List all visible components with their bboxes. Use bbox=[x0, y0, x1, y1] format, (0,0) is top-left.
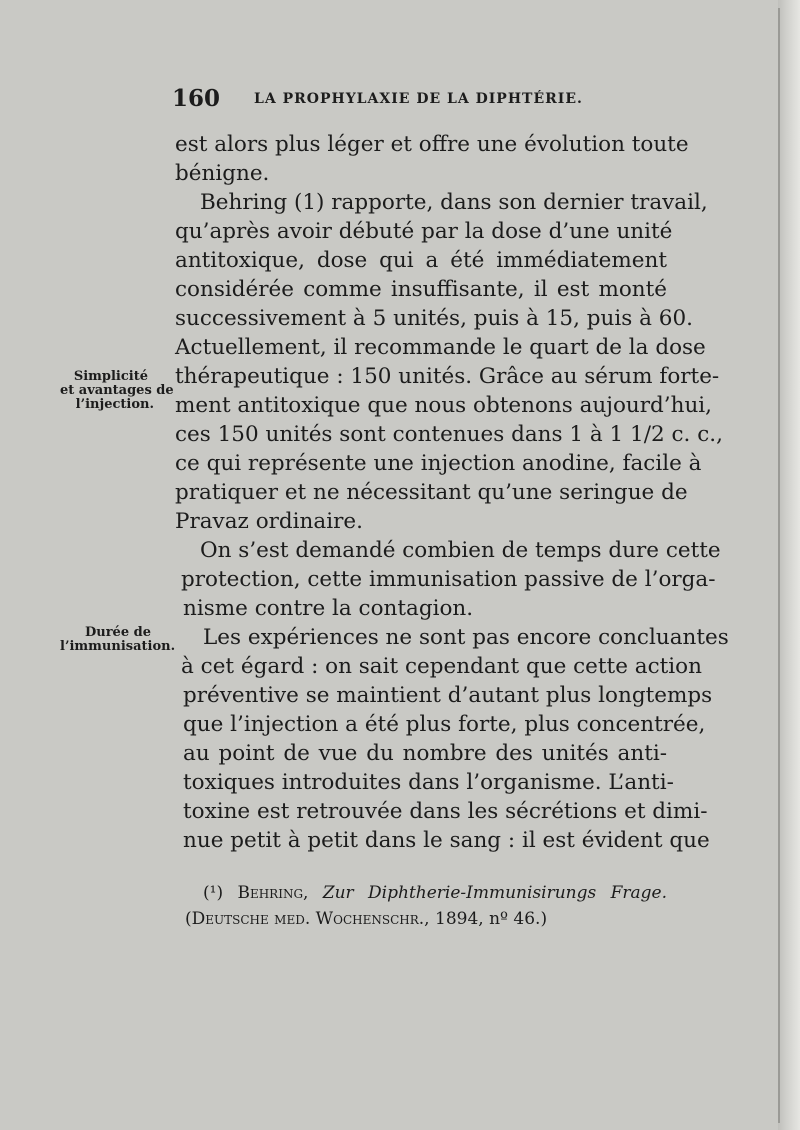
text-line: antitoxique, dose qui a été immédiatement bbox=[175, 248, 667, 273]
margin-note-line: Simplicité bbox=[73, 369, 148, 384]
text-line: toxiques introduites dans l’organisme. L’anti- bbox=[183, 770, 674, 795]
running-head bbox=[172, 84, 672, 114]
margin-note-line: et avantages de bbox=[60, 383, 174, 398]
footnote-author: Behring, bbox=[237, 883, 309, 903]
page-edge bbox=[778, 0, 800, 1130]
text-line: que l’injection a été plus forte, plus concentrée, bbox=[183, 712, 706, 737]
footnote-citation: 1894, nº 46.) bbox=[429, 909, 548, 929]
text-line: nisme contre la contagion. bbox=[183, 596, 474, 621]
margin-note-simplicite bbox=[60, 369, 174, 412]
footnote-line bbox=[203, 880, 667, 906]
footnote-journal: Deutsche med. Wochenschr., bbox=[191, 909, 430, 929]
footnote-marker: (¹) bbox=[203, 883, 224, 903]
page-fold-line bbox=[778, 8, 780, 1123]
text-line: ment antitoxique que nous obtenons aujourd’hui, bbox=[175, 393, 713, 418]
text-line: protection, cette immunisation passive de l’orga- bbox=[181, 567, 716, 592]
text-line: On s’est demandé combien de temps dure cette bbox=[200, 538, 721, 563]
text-line: préventive se maintient d’autant plus longtemps bbox=[183, 683, 713, 708]
text-line: est alors plus léger et offre une évolution toute bbox=[175, 132, 689, 157]
footnote-title: Zur Diphtherie-Immunisirungs Frage. bbox=[322, 883, 667, 903]
text-line: ces 150 unités sont contenues dans 1 à 1 1/2 c. c., bbox=[175, 422, 723, 447]
text-line: considérée comme insuffisante, il est monté bbox=[175, 277, 667, 302]
text-line: nue petit à petit dans le sang : il est évident que bbox=[183, 828, 710, 853]
text-line: à cet égard : on sait cependant que cette action bbox=[181, 654, 702, 679]
text-line: Pravaz ordinaire. bbox=[175, 509, 363, 534]
text-line: bénigne. bbox=[175, 161, 270, 186]
page-number: 160 bbox=[172, 85, 221, 112]
margin-note-duree bbox=[60, 625, 176, 654]
page-header-title: LA PROPHYLAXIE DE LA DIPHTÉRIE. bbox=[254, 91, 583, 107]
text-line: qu’après avoir débuté par la dose d’une unité bbox=[175, 219, 673, 244]
text-line: au point de vue du nombre des unités anti- bbox=[183, 741, 667, 766]
margin-note-line: Durée de bbox=[84, 625, 151, 640]
margin-note-line: l’injection. bbox=[75, 397, 154, 412]
footnote-line bbox=[185, 906, 667, 932]
footnote-paren: ( bbox=[185, 909, 192, 929]
text-line: Les expériences ne sont pas encore concluantes bbox=[203, 625, 729, 650]
text-line: ce qui représente une injection anodine, facile à bbox=[175, 451, 702, 476]
margin-note-line: l’immunisation. bbox=[60, 639, 176, 654]
text-line: pratiquer et ne nécessitant qu’une seringue de bbox=[175, 480, 688, 505]
text-line: Actuellement, il recommande le quart de la dose bbox=[175, 335, 706, 360]
text-line: successivement à 5 unités, puis à 15, puis à 60. bbox=[175, 306, 693, 331]
text-line: thérapeutique : 150 unités. Grâce au sérum forte- bbox=[175, 364, 720, 389]
text-line: Behring (1) rapporte, dans son dernier travail, bbox=[200, 190, 708, 215]
text-line: toxine est retrouvée dans les sécrétions et dimi- bbox=[183, 799, 708, 824]
